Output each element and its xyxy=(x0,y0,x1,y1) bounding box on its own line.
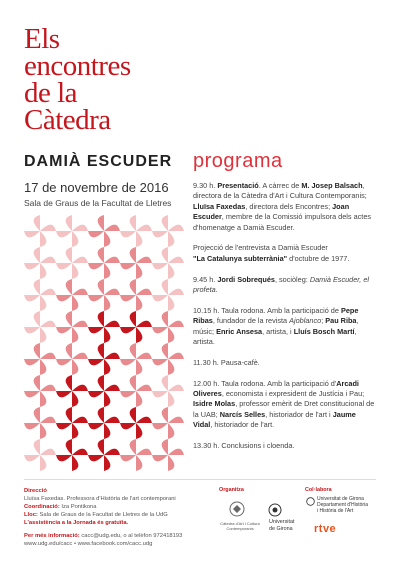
event-venue: Sala de Graus de la Facultat de Lletres xyxy=(24,198,172,208)
pattern-blade xyxy=(56,295,72,301)
pattern-blade xyxy=(104,391,110,407)
pattern-blade xyxy=(104,295,110,311)
pattern-blade xyxy=(168,391,174,407)
pattern-blade xyxy=(66,279,72,295)
pattern-blade xyxy=(98,311,104,327)
pattern-blade xyxy=(104,257,120,263)
pattern-blade xyxy=(34,407,40,423)
pattern-blade xyxy=(168,417,184,423)
pattern-blade xyxy=(104,321,120,327)
web-links[interactable]: www.udg.edu/cacc • www.facebook.com/cacc.udg xyxy=(24,541,153,547)
footer-divider xyxy=(24,479,376,480)
pattern-blade xyxy=(152,391,168,397)
pinwheel-pattern xyxy=(24,215,184,473)
pattern-blade xyxy=(66,407,72,423)
pattern-blade xyxy=(88,295,104,301)
pattern-blade xyxy=(104,423,110,439)
pattern-blade xyxy=(98,279,104,295)
pattern-blade xyxy=(56,327,72,333)
pattern-blade xyxy=(98,375,104,391)
pattern-blade xyxy=(104,263,110,279)
pattern-blade xyxy=(98,407,104,423)
pattern-blade xyxy=(72,321,88,327)
pattern-blade xyxy=(40,423,46,439)
pattern-blade xyxy=(152,327,168,333)
pattern-blade xyxy=(88,263,104,269)
pattern-blade xyxy=(136,391,142,407)
pattern-blade xyxy=(152,359,168,365)
pattern-blade xyxy=(72,289,88,295)
pattern-blade xyxy=(72,225,88,231)
direccio-text: Lluïsa Faxedas. Professora d'Història de l'art contemporani xyxy=(24,496,176,502)
pattern-blade xyxy=(40,225,56,231)
pattern-blade xyxy=(136,417,152,423)
pattern-blade xyxy=(66,247,72,263)
pattern-blade xyxy=(168,295,174,311)
pattern-blade xyxy=(130,215,136,231)
pattern-blade xyxy=(34,439,40,455)
event-date: 17 de novembre de 2016 xyxy=(24,180,169,195)
pattern-blade xyxy=(34,343,40,359)
pattern-blade xyxy=(152,231,168,237)
pattern-blade xyxy=(136,385,152,391)
pattern-blade xyxy=(168,353,184,359)
pattern-blade xyxy=(162,439,168,455)
pattern-blade xyxy=(98,343,104,359)
pattern-blade xyxy=(40,385,56,391)
pattern-blade xyxy=(136,263,142,279)
direccio-label: Direcció xyxy=(24,488,47,494)
honoree-name: DAMIÀ ESCUDER xyxy=(24,153,173,170)
free-admission: L'assistència a la Jornada és gratuïta. xyxy=(24,520,129,526)
pattern-blade xyxy=(66,343,72,359)
info-text: cacc@udg.edu, o al telèfon 972418193 xyxy=(81,533,183,539)
pattern-blade xyxy=(120,295,136,301)
pattern-blade xyxy=(72,449,88,455)
pattern-blade xyxy=(72,455,78,471)
pattern-blade xyxy=(136,321,152,327)
rtve-logo: rtve xyxy=(314,523,337,535)
pattern-blade xyxy=(40,327,46,343)
event-title xyxy=(24,23,204,136)
pattern-blade xyxy=(152,295,168,301)
pattern-blade xyxy=(72,263,78,279)
program-item: 13.30 h. Conclusions i cloenda. xyxy=(193,441,295,451)
pattern-blade xyxy=(162,343,168,359)
pattern-blade xyxy=(104,455,110,471)
program-item: 9.45 h. Jordi Sobrequés, sociòleg: Damià Escuder, el profeta. xyxy=(193,274,370,295)
udg-logo-icon xyxy=(268,503,282,517)
pattern-blade xyxy=(88,423,104,429)
pattern-blade xyxy=(72,257,88,263)
pattern-blade xyxy=(162,407,168,423)
pattern-blade xyxy=(104,353,120,359)
pattern-blade xyxy=(40,289,56,295)
pattern-blade xyxy=(120,391,136,397)
pattern-blade xyxy=(136,295,142,311)
pattern-blade xyxy=(56,455,72,461)
pattern-blade xyxy=(40,391,46,407)
pattern-blade xyxy=(130,407,136,423)
pattern-blade xyxy=(136,327,142,343)
pattern-blade xyxy=(162,247,168,263)
pattern-blade xyxy=(56,423,72,429)
pattern-blade xyxy=(168,385,184,391)
pattern-blade xyxy=(34,215,40,231)
pattern-blade xyxy=(40,449,56,455)
pattern-blade xyxy=(168,327,174,343)
pattern-blade xyxy=(40,263,46,279)
pattern-blade xyxy=(168,449,184,455)
footer-credits xyxy=(24,487,224,548)
organitza-label: Organitza xyxy=(219,487,244,493)
pattern-blade xyxy=(104,359,110,375)
pattern-blade xyxy=(136,353,152,359)
pattern-blade xyxy=(40,321,56,327)
pattern-blade xyxy=(34,311,40,327)
pattern-blade xyxy=(130,311,136,327)
pattern-blade xyxy=(120,423,136,429)
pattern-blade xyxy=(72,295,78,311)
pattern-blade xyxy=(168,225,184,231)
pattern-blade xyxy=(130,247,136,263)
catedra-logo-text: Càtedra d'Art i Cultura Contemporanis xyxy=(220,521,260,531)
pattern-blade xyxy=(88,455,104,461)
pattern-blade xyxy=(24,391,40,397)
pattern-blade xyxy=(120,231,136,237)
lloc-label: Lloc: xyxy=(24,512,38,518)
pattern-blade xyxy=(120,327,136,333)
pattern-blade xyxy=(56,263,72,269)
pattern-blade xyxy=(136,289,152,295)
pattern-blade xyxy=(66,375,72,391)
pattern-blade xyxy=(34,375,40,391)
pattern-blade xyxy=(56,231,72,237)
pattern-blade xyxy=(152,455,168,461)
pattern-blade xyxy=(104,449,120,455)
pattern-blade xyxy=(130,279,136,295)
pattern-blade xyxy=(152,263,168,269)
pattern-blade xyxy=(24,359,40,365)
program-item: 12.00 h. Taula rodona. Amb la participació d'Arcadi Oliveres, economista i expresident de Justícia i Pau; Isidre Molas, professor emèrit de Dret constitucional de la UAB; Narcís Selles, historiador de l'art i Jaume Vidal, historiador de l'art. xyxy=(193,378,375,430)
pattern-blade xyxy=(136,423,142,439)
pattern-blade xyxy=(40,295,46,311)
title-line-2: encontres xyxy=(24,50,131,82)
pattern-blade xyxy=(66,439,72,455)
pattern-blade xyxy=(72,423,78,439)
pattern-blade xyxy=(88,231,104,237)
pattern-blade xyxy=(120,359,136,365)
catedra-logo-icon xyxy=(226,500,248,518)
pattern-blade xyxy=(162,279,168,295)
pattern-blade xyxy=(24,263,40,269)
pattern-blade xyxy=(162,215,168,231)
pattern-blade xyxy=(162,311,168,327)
pattern-blade xyxy=(136,449,152,455)
coordinacio-text: Iza Pontikona xyxy=(61,504,97,510)
pattern-blade xyxy=(136,231,142,247)
pattern-blade xyxy=(120,263,136,269)
title-line-1: Els xyxy=(24,23,60,55)
pattern-blade xyxy=(24,295,40,301)
pattern-blade xyxy=(72,231,78,247)
pattern-blade xyxy=(104,289,120,295)
pattern-blade xyxy=(104,385,120,391)
pattern-blade xyxy=(72,391,78,407)
title-line-3: de la xyxy=(24,77,78,109)
coordinacio-label: Coordinació: xyxy=(24,504,60,510)
pattern-blade xyxy=(104,327,110,343)
pattern-blade xyxy=(130,343,136,359)
program-title: programa xyxy=(193,150,283,172)
pattern-blade xyxy=(130,375,136,391)
pattern-blade xyxy=(72,353,88,359)
program-item: 10.15 h. Taula rodona. Amb la participació de Pepe Ribas, fundador de la revista Ajoblanco; Pau Riba, músic; Enric Ansesa, artista, i Lluís Bosch Martí, artista. xyxy=(193,305,359,347)
pattern-blade xyxy=(168,231,174,247)
pattern-blade xyxy=(168,289,184,295)
pattern-blade xyxy=(152,423,168,429)
pattern-blade xyxy=(40,231,46,247)
pattern-blade xyxy=(88,359,104,365)
pattern-blade xyxy=(72,327,78,343)
pattern-blade xyxy=(168,321,184,327)
pattern-blade xyxy=(136,359,142,375)
pattern-blade xyxy=(40,455,46,471)
pattern-blade xyxy=(72,359,78,375)
pattern-blade xyxy=(168,263,174,279)
pattern-blade xyxy=(98,215,104,231)
pattern-blade xyxy=(136,455,142,471)
pattern-blade xyxy=(66,311,72,327)
udg-dept-logo-icon xyxy=(306,497,315,506)
pattern-blade xyxy=(168,423,174,439)
pattern-blade xyxy=(162,375,168,391)
pattern-blade xyxy=(98,439,104,455)
pattern-blade xyxy=(40,257,56,263)
udg-dept-logo-text: Universitat de Girona Departament d'Història i Història de l'Art xyxy=(317,496,368,514)
pattern-blade xyxy=(24,231,40,237)
program-list xyxy=(193,181,375,462)
info-label: Per més informació: xyxy=(24,533,80,539)
lloc-text: Sala de Graus de la Facultat de Lletres de la UdG xyxy=(39,512,168,518)
pattern-blade xyxy=(88,327,104,333)
pattern-blade xyxy=(40,353,56,359)
pattern-blade xyxy=(24,455,40,461)
pattern-blade xyxy=(104,231,110,247)
pattern-blade xyxy=(34,279,40,295)
pattern-blade xyxy=(56,359,72,365)
pattern-blade xyxy=(130,439,136,455)
pattern-blade xyxy=(34,247,40,263)
pattern-blade xyxy=(168,455,174,471)
udg-logo-text: Universitat de Girona xyxy=(269,519,295,532)
pattern-blade xyxy=(136,225,152,231)
col-label: Col·labora xyxy=(305,487,332,493)
pattern-blade xyxy=(24,423,40,429)
title-line-4: Càtedra xyxy=(24,104,111,136)
pattern-blade xyxy=(88,391,104,397)
pattern-blade xyxy=(72,385,88,391)
program-item: 11.30 h. Pausa-cafè. xyxy=(193,357,260,367)
pattern-blade xyxy=(56,391,72,397)
pattern-blade xyxy=(120,455,136,461)
pattern-blade xyxy=(104,417,120,423)
pattern-blade xyxy=(40,359,46,375)
program-item: Projecció de l'entrevista a Damià Escuder "La Catalunya subterrània" d'octubre de 1977. xyxy=(193,243,350,263)
pattern-blade xyxy=(168,359,174,375)
program-item: 9.30 h. Presentació. A càrrec de M. Josep Balsach, directora de la Càtedra d'Art i Cultura Contemporanis; Lluïsa Faxedas, directora dels Encontres; Joan Escuder, membre de la Comissió impulsora dels actes d'homenatge a Damià Escuder. xyxy=(193,181,372,232)
pattern-blade xyxy=(40,417,56,423)
pattern-blade xyxy=(72,417,88,423)
pattern-blade xyxy=(136,257,152,263)
pattern-blade xyxy=(24,327,40,333)
pattern-blade xyxy=(66,215,72,231)
pattern-blade xyxy=(168,257,184,263)
pattern-blade xyxy=(98,247,104,263)
pattern-blade xyxy=(104,225,120,231)
